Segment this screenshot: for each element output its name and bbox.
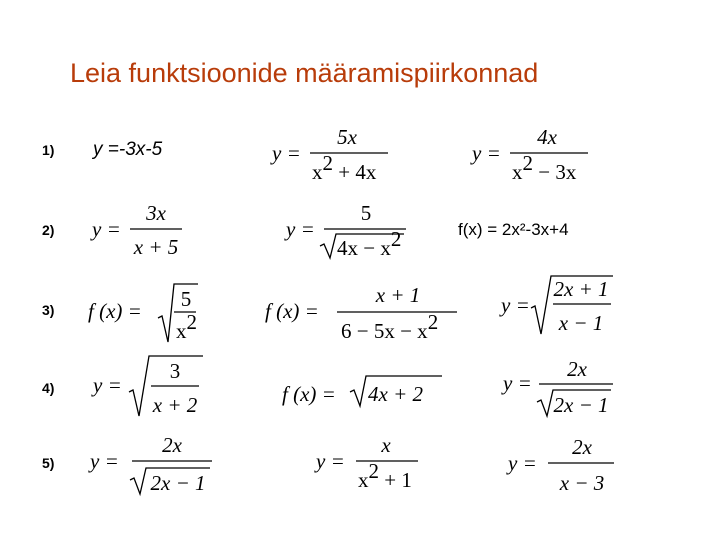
svg-text:y =: y = <box>90 449 119 473</box>
formula-r1c3 <box>472 122 602 186</box>
svg-text:x: x <box>381 433 391 457</box>
formula-r4c1 <box>93 352 213 422</box>
svg-text:y =: y = <box>316 449 345 473</box>
svg-text:x + 1: x + 1 <box>375 283 421 307</box>
svg-text:y =: y = <box>508 451 537 475</box>
svg-text:y =: y = <box>272 141 301 165</box>
svg-text:2x + 1: 2x + 1 <box>553 277 609 301</box>
svg-text:4x − x2: 4x − x2 <box>337 227 402 260</box>
svg-text:f (x) =: f (x) = <box>282 382 336 406</box>
row-number-1: 1) <box>42 142 55 158</box>
formula-r3c3 <box>501 272 621 342</box>
svg-text:2x: 2x <box>162 433 182 457</box>
svg-text:2x − 1: 2x − 1 <box>150 471 206 495</box>
svg-text:f (x) =: f (x) = <box>88 299 142 323</box>
svg-text:5: 5 <box>360 201 372 225</box>
svg-text:y =: y = <box>472 141 501 165</box>
formula-r5c2 <box>316 430 426 496</box>
svg-text:y =: y = <box>92 217 121 241</box>
formula-r2c2 <box>286 198 416 268</box>
formula-r2c1 <box>92 198 202 262</box>
svg-text:x2 + 1: x2 + 1 <box>358 459 412 492</box>
formula-r3c1 <box>88 278 208 348</box>
row-number-2: 2) <box>42 222 55 238</box>
formula-r1c2 <box>272 122 402 186</box>
svg-text:y =: y = <box>501 293 530 317</box>
formula-r1c1: y =-3x-5 <box>93 139 163 160</box>
svg-text:y =: y = <box>93 373 122 397</box>
svg-text:5: 5 <box>180 287 192 311</box>
formula-r2c3: f(x) = 2x²-3x+4 <box>458 220 569 239</box>
formula-r4c3 <box>503 356 623 422</box>
svg-text:2x: 2x <box>567 357 587 381</box>
svg-text:4x + 2: 4x + 2 <box>368 382 423 406</box>
svg-text:x2: x2 <box>176 310 197 343</box>
svg-text:6 − 5x − x2: 6 − 5x − x2 <box>341 310 439 343</box>
page-title: Leia funktsioonide määramispiirkonnad <box>70 58 539 88</box>
svg-text:y =: y = <box>503 371 532 395</box>
formula-r3c2 <box>265 278 465 348</box>
row-number-4: 4) <box>42 380 55 396</box>
row-number-5: 5) <box>42 455 55 471</box>
formula-r4c2 <box>282 372 452 412</box>
row-number-3: 3) <box>42 302 55 318</box>
svg-text:x − 1: x − 1 <box>558 311 604 335</box>
svg-text:3x: 3x <box>146 201 166 225</box>
svg-text:x2 + 4x: x2 + 4x <box>312 151 377 184</box>
svg-text:2x − 1: 2x − 1 <box>553 393 609 417</box>
svg-text:y =: y = <box>286 217 315 241</box>
svg-text:5x: 5x <box>337 125 357 149</box>
svg-text:x + 2: x + 2 <box>152 393 198 417</box>
svg-text:f (x) =: f (x) = <box>265 299 319 323</box>
svg-text:x − 3: x − 3 <box>559 471 605 495</box>
svg-text:3: 3 <box>169 359 181 383</box>
svg-text:x2 − 3x: x2 − 3x <box>512 151 577 184</box>
svg-text:2x: 2x <box>572 435 592 459</box>
formula-r5c3 <box>508 432 618 498</box>
formula-r5c1 <box>90 430 220 500</box>
svg-text:4x: 4x <box>537 125 557 149</box>
svg-text:x + 5: x + 5 <box>133 235 179 259</box>
